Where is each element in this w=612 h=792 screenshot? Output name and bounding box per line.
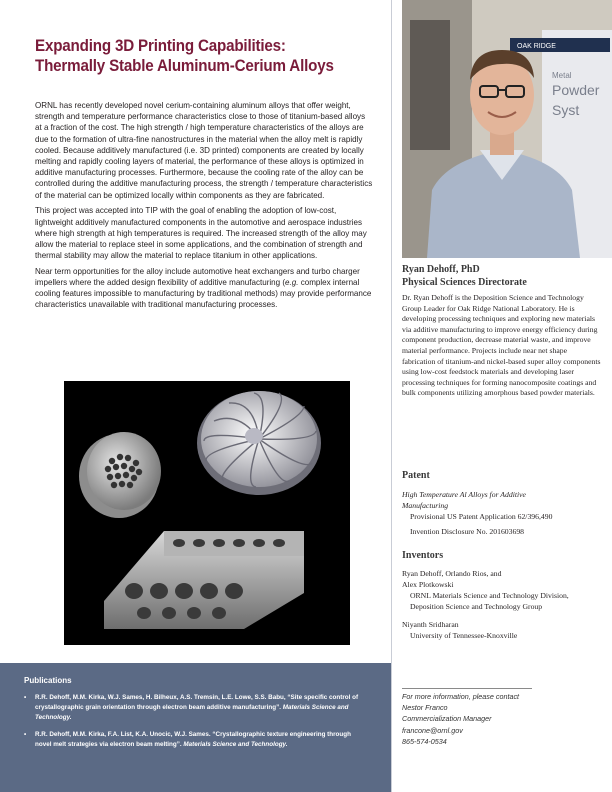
profile-block bbox=[402, 263, 602, 399]
sign-line-1: Metal bbox=[552, 71, 572, 80]
publication-item bbox=[24, 693, 364, 723]
sign-logo: OAK RIDGE bbox=[517, 43, 556, 50]
paragraph-1: ORNL has recently developed novel cerium-containing aluminum alloys that offer weight, strength and temperature performance characteristics close to those of titanium-based alloys at a fraction of the cost. The high strength / high temperature characteristics of the alloys are due to the formation of ultra-fine nanostructures in the material when the alloy melt is rapidly cooled. Because additively manufactured (i.e. 3D printed) components are created by locally melting and rapidly cooling layers of material, the performance of these alloys is optimized in additive manufacturing processes. Furthermore, because the cooling rate of the alloy can be controlled during the additive manufacturing process, the strength / temperature characteristics of the material can be optimized locally within components as they are fabricated. bbox=[35, 101, 373, 200]
patent-application: Provisional US Patent Application 62/396,490 bbox=[410, 512, 553, 521]
publication-text: R.R. Dehoff, M.M. Kirka, W.J. Sames, H. Bilheux, A.S. Tremsin, L.E. Lowe, S.S. Babu, “Site specific control of crystallographic grain orientation through electron beam additive manufacturing”. bbox=[35, 694, 359, 711]
profile-name: Ryan Dehoff, PhD bbox=[402, 264, 480, 275]
inventor-name-2: Niyanth Sridharan bbox=[402, 620, 459, 629]
portrait-illustration bbox=[402, 0, 612, 258]
publications-heading: Publications bbox=[24, 676, 72, 685]
invention-disclosure: Invention Disclosure No. 201603698 bbox=[410, 527, 525, 536]
contact-block bbox=[402, 691, 602, 747]
bullet-icon: • bbox=[24, 731, 27, 738]
publication-item bbox=[24, 730, 364, 750]
inventor-names-line-1: Ryan Dehoff, Orlando Rios, and bbox=[402, 569, 502, 578]
article-body bbox=[35, 100, 373, 315]
sign-line-3: Syst bbox=[552, 102, 580, 118]
profile-dept: Physical Sciences Directorate bbox=[402, 277, 527, 288]
printed-manifold-block bbox=[104, 531, 304, 629]
researcher-portrait bbox=[402, 0, 612, 258]
paragraph-3: Near term opportunities for the alloy include automotive heat exchangers and turbo charger impellers where the added design flexibility of additive manufacturing (e.g. complex internal cooling features impossible to manufacturing by traditional methods) may provide performance characteristics unavailable with traditional manufacturing processes. bbox=[35, 266, 372, 310]
patent-title-line-2: Manufacturing bbox=[402, 501, 449, 510]
inventor-affiliation-1: ORNL Materials Science and Technology Division, Deposition Science and Technology Group bbox=[410, 591, 569, 611]
title-line-1: Expanding 3D Printing Capabilities: bbox=[35, 37, 286, 55]
publication-journal: Materials Science and Technology. bbox=[183, 741, 288, 748]
profile-bio: Dr. Ryan Dehoff is the Deposition Science and Technology Group Leader for Oak Ridge National Laboratory. He is developing processing techniques and exploring new materials via additive manufacturing to improve energy efficiency during component production, decrease material waste, and improve material performance. Projects include near net shape fabrication of titanium-and nickel-based super alloy components using low-cost feedstock materials and developing laser processing techniques for forming nanocomposite coatings and bulk components utilizing amorphous based powder materials. bbox=[402, 293, 601, 398]
turbo-impeller bbox=[197, 391, 321, 495]
inventor-names-line-2: Alex Plotkowski bbox=[402, 580, 454, 589]
contact-phone[interactable]: 865-574-0534 bbox=[402, 736, 447, 746]
paragraph-2: This project was accepted into TIP with the goal of enabling the adoption of low-cost, lightweight additively manufactured components in the automotive and aerospace industries where high strength at high temperatures is required. The increased strength of the alloy may allow the material to replace steel in some applications, and the combination of strength and thermal stability may allow the material to replace titanium in other applications. bbox=[35, 206, 367, 261]
title-line-2: Thermally Stable Aluminum-Cerium Alloys bbox=[35, 57, 334, 75]
heat-exchanger-cylinder bbox=[79, 432, 161, 518]
patent-details bbox=[402, 489, 602, 537]
publication-text: R.R. Dehoff, M.M. Kirka, F.A. List, K.A. Unocic, W.J. Sames. “Crystallographic texture engineering through novel melt strategies via electron beam melting”. bbox=[35, 731, 351, 748]
publications-panel bbox=[0, 663, 391, 792]
contact-role: Commercialization Manager bbox=[402, 714, 492, 724]
inventors-heading: Inventors bbox=[402, 550, 444, 561]
publications-list bbox=[24, 693, 373, 750]
patent-heading: Patent bbox=[402, 470, 430, 481]
page-title bbox=[35, 36, 348, 76]
bullet-icon: • bbox=[24, 694, 27, 701]
inventors-details bbox=[402, 568, 602, 641]
contact-intro: For more information, please contact bbox=[402, 692, 520, 701]
printed-parts-photo bbox=[64, 381, 350, 645]
printed-parts-illustration bbox=[64, 381, 350, 645]
patent-title-line-1: High Temperature Al Alloys for Additive bbox=[402, 490, 526, 499]
contact-email[interactable]: francone@ornl.gov bbox=[402, 725, 463, 735]
publication-journal: Materials Science and Technology. bbox=[35, 704, 349, 721]
sign-line-2: Powder bbox=[552, 82, 600, 98]
contact-name: Nestor Franco bbox=[402, 703, 448, 713]
contact-divider bbox=[402, 688, 532, 689]
inventor-affiliation-2: University of Tennessee-Knoxville bbox=[410, 631, 518, 640]
